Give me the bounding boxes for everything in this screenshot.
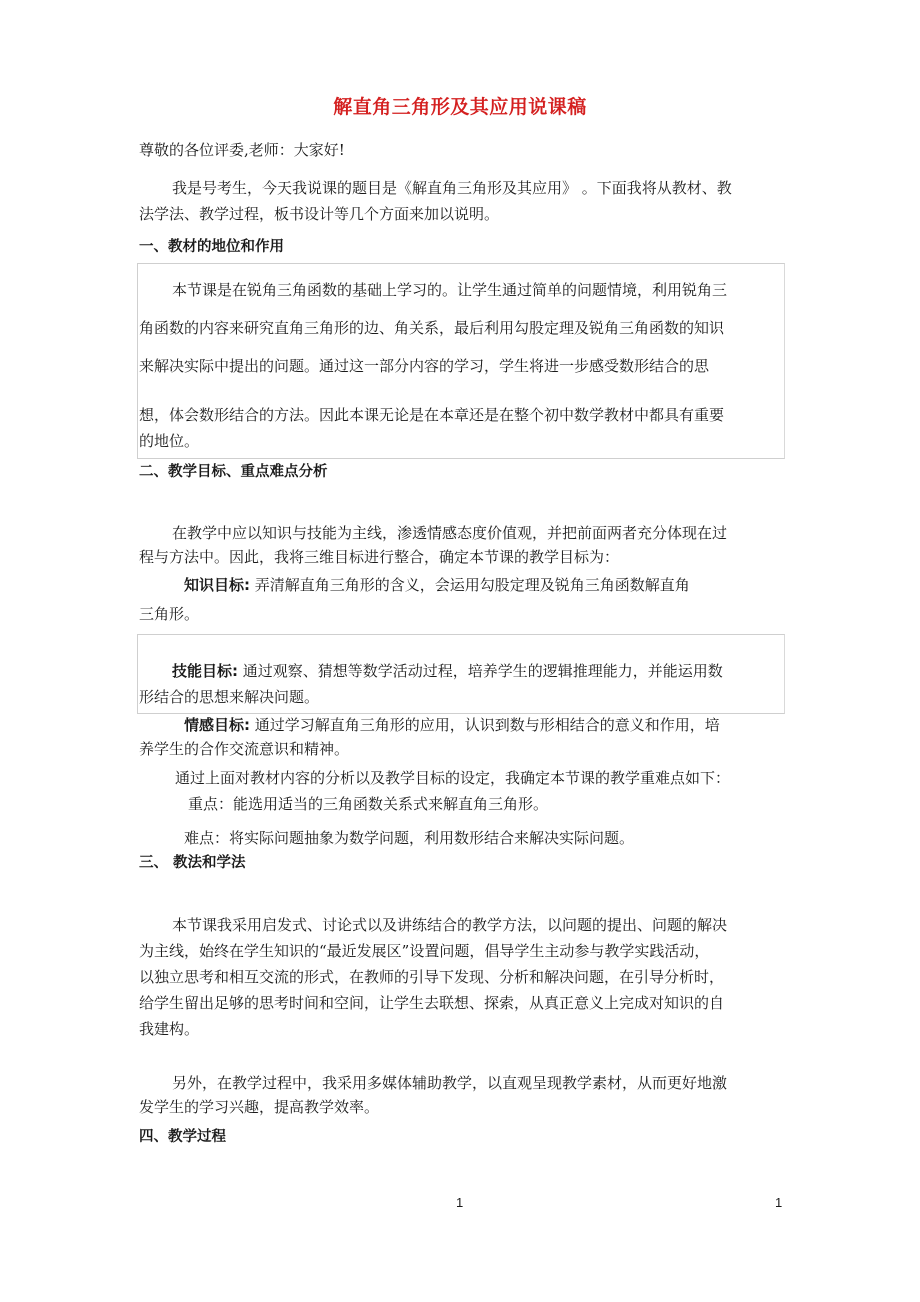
section-3-para1-line-4: 给学生留出足够的思考时间和空间，让学生去联想、探索，从真正意义上完成对知识的自	[139, 994, 725, 1012]
page-number-right: 1	[775, 1195, 783, 1210]
skill-goal-label: 技能目标:	[172, 662, 238, 680]
greeting: 尊敬的各位评委,老师：大家好!	[139, 141, 345, 159]
section-1-line-5: 的地位。	[139, 432, 200, 450]
skill-goal-text: 通过观察、猜想等数学活动过程，培养学生的逻辑推理能力，并能运用数	[242, 662, 723, 680]
emotion-goal-text: 通过学习解直角三角形的应用，认识到数与形相结合的意义和作用，培	[254, 716, 720, 734]
section-3-heading: 三、 教法和学法	[139, 855, 246, 871]
section-3-para2-line-2: 发学生的学习兴趣，提高教学效率。	[139, 1098, 380, 1116]
intro-line-1: 我是号考生，今天我说课的题目是《解直角三角形及其应用》 。下面我将从教材、教	[172, 179, 732, 197]
section-3-para2-line-1: 另外，在教学过程中，我采用多媒体辅助教学，以直观呈现教学素材，从而更好地激	[172, 1074, 728, 1092]
section-2-para-line-1: 在教学中应以知识与技能为主线，渗透情感态度价值观，并把前面两者充分体现在过	[172, 524, 728, 542]
section-1-line-1: 本节课是在锐角三角函数的基础上学习的。让学生通过简单的问题情境，利用锐角三	[172, 281, 728, 299]
section-1-line-4: 想，体会数形结合的方法。因此本课无论是在本章还是在整个初中数学教材中都具有重要	[139, 406, 725, 424]
keypoints-intro: 通过上面对教材内容的分析以及教学目标的设定，我确定本节课的教学重难点如下：	[175, 769, 731, 787]
intro-line-2: 法学法、教学过程，板书设计等几个方面来加以说明。	[139, 205, 500, 223]
skill-goal-line-1	[139, 657, 784, 685]
emotion-goal-line-2: 养学生的合作交流意识和精神。	[139, 740, 350, 758]
knowledge-goal-line-1	[184, 571, 784, 599]
knowledge-goal-label: 知识目标:	[184, 576, 250, 594]
section-3-para1-line-5: 我建构。	[139, 1020, 200, 1038]
section-3-para1-line-1: 本节课我采用启发式、讨论式以及讲练结合的教学方法，以问题的提出、问题的解决	[172, 916, 728, 934]
section-2-heading: 二、教学目标、重点难点分析	[139, 464, 328, 480]
section-4-heading: 四、教学过程	[139, 1129, 226, 1145]
section-2-para-line-2: 程与方法中。因此，我将三维目标进行整合，确定本节课的教学目标为：	[139, 548, 620, 566]
document-title: 解直角三角形及其应用说课稿	[333, 96, 587, 118]
section-1-line-3: 来解决实际中提出的问题。通过这一部分内容的学习，学生将进一步感受数形结合的思	[139, 357, 710, 375]
difficult-point: 难点：将实际问题抽象为数学问题，利用数形结合来解决实际问题。	[184, 829, 635, 847]
skill-goal-line-2: 形结合的思想来解决问题。	[139, 688, 320, 706]
section-1-heading: 一、教材的地位和作用	[139, 239, 284, 255]
knowledge-goal-text: 弄清解直角三角形的含义，会运用勾股定理及锐角三角函数解直角	[254, 576, 690, 594]
knowledge-goal-line-2: 三角形。	[139, 605, 200, 623]
section-3-para1-line-3: 以独立思考和相互交流的形式，在教师的引导下发现、分析和解决问题，在引导分析时，	[139, 968, 725, 986]
page-number-center: 1	[456, 1195, 464, 1210]
section-3-para1-line-2: 为主线，始终在学生知识的“最近发展区”设置问题，倡导学生主动参与教学实践活动，	[139, 942, 710, 960]
key-point: 重点：能选用适当的三角函数关系式来解直角三角形。	[188, 795, 549, 813]
section-1-line-2: 角函数的内容来研究直角三角形的边、角关系，最后利用勾股定理及锐角三角函数的知识	[139, 319, 725, 337]
emotion-goal-label: 情感目标:	[184, 716, 250, 734]
